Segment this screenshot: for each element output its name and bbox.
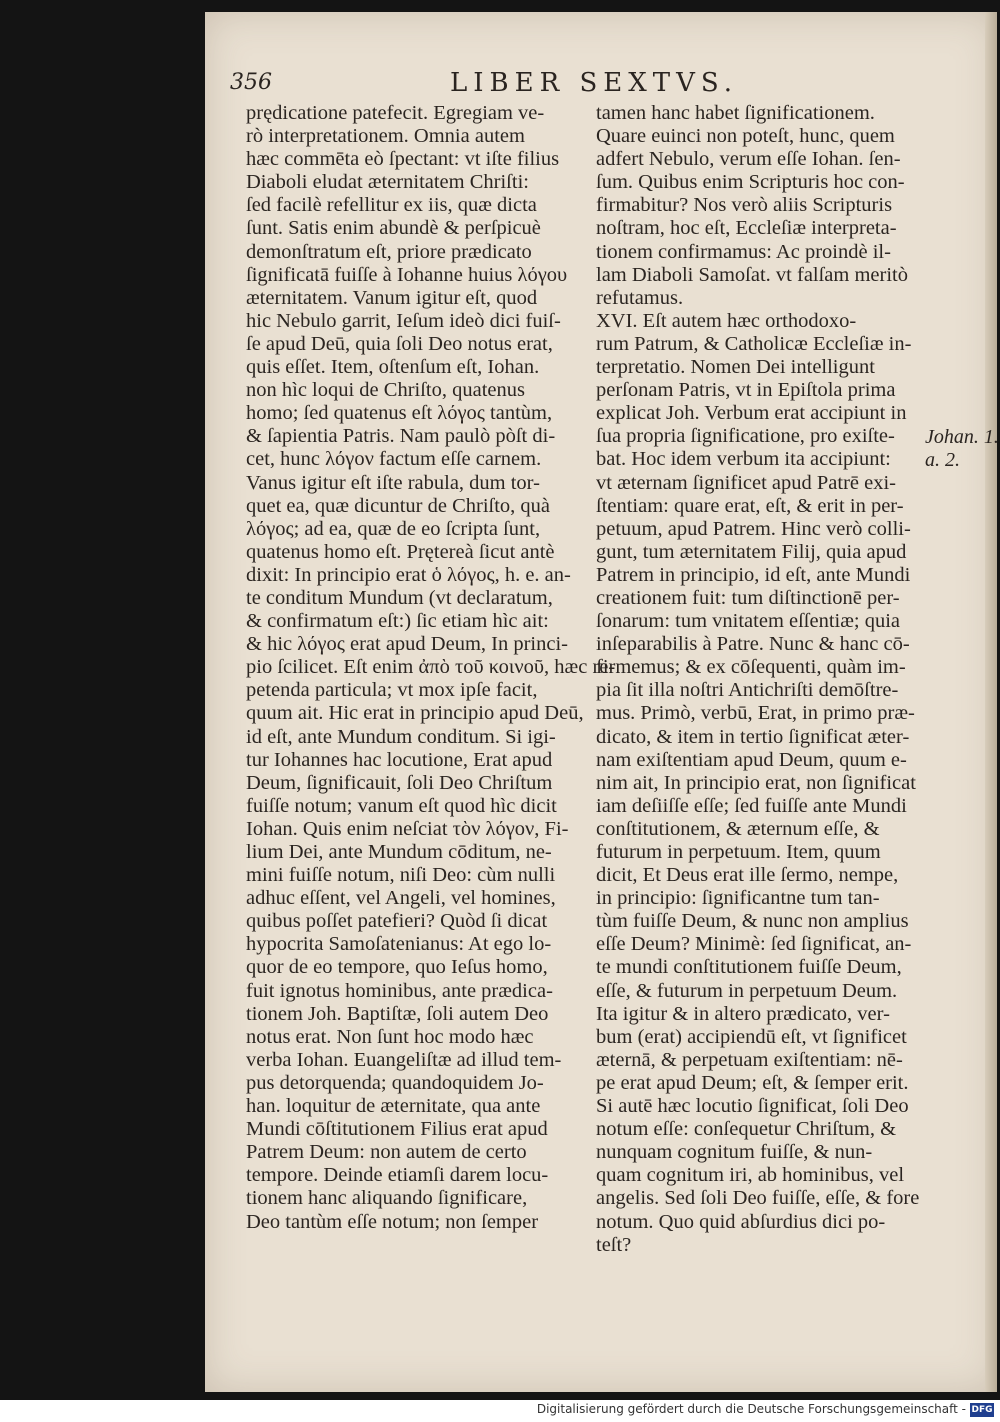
text-line: notus erat. Non ſunt hoc modo hæc	[246, 1025, 534, 1048]
text-line: noſtram, hoc eſt, Eccleſiæ interpreta-	[596, 217, 897, 240]
footer-bar	[0, 1400, 1000, 1422]
text-line: ſua propria ſignificatione, pro exiſte-	[596, 425, 895, 448]
text-line: Mundi cōſtitutionem Filius erat apud	[246, 1118, 548, 1141]
text-line: id eſt, ante Mundum conditum. Si igi-	[246, 725, 556, 748]
text-line: quis eſſet. Item, oſtenſum eſt, Iohan.	[246, 356, 540, 379]
text-line: a. 2.	[925, 449, 960, 472]
text-line: inſeparabilis à Patre. Nunc & hanc cō-	[596, 633, 910, 656]
text-line: mini fuiſſe notum, niſi Deo: cùm nulli	[246, 864, 556, 887]
text-line: & confirmatum eſt:) ſic etiam hìc ait:	[246, 610, 549, 633]
text-line: rò interpretationem. Omnia autem	[246, 125, 525, 148]
text-line: nam exiſtentiam apud Deum, quum e-	[596, 748, 907, 771]
text-line: dixit: In principio erat ὁ λόγος, h. e. an-	[246, 563, 571, 586]
text-line: tionem Joh. Baptiſtæ, ſoli autem Deo	[246, 1002, 549, 1025]
text-line: refutamus.	[596, 286, 684, 309]
text-line: prędicatione patefecit. Egregiam ve-	[246, 102, 545, 124]
text-line: notum eſſe: conſequetur Chriſtum, &	[596, 1118, 897, 1141]
text-line: Patrem in principio, id eſt, ante Mundi	[596, 563, 911, 586]
text-line: demonſtratum eſt, priore prædicato	[246, 240, 532, 263]
text-line: nim ait, In principio erat, non ſignificat	[596, 771, 916, 794]
footer-credit: Digitalisierung gefördert durch die Deutsche Forschungsgemeinschaft -	[536, 1402, 966, 1416]
text-line: lam Diaboli Samoſat. vt falſam meritò	[596, 263, 908, 286]
text-line: pia ſit illa noſtri Antichriſti demōſtre-	[596, 679, 899, 702]
text-line: æternitatem. Vanum igitur eſt, quod	[246, 286, 538, 309]
text-line: verba Iohan. Euangeliſtæ ad illud tem-	[246, 1048, 562, 1071]
text-line: Vanus igitur eſt iſte rabula, dum tor-	[246, 471, 540, 494]
text-line: & hic λόγος erat apud Deum, In princi-	[246, 633, 568, 656]
text-line: bat. Hoc idem verbum ita accipiunt:	[596, 448, 891, 471]
text-line: tùm fuiſſe Deum, & nunc non amplius	[596, 910, 909, 933]
text-line: teſt?	[596, 1233, 632, 1256]
text-line: angelis. Sed ſoli Deo fuiſſe, eſſe, & fore	[596, 1187, 920, 1210]
text-line: creationem fuit: tum diſtinctionē per-	[596, 586, 900, 609]
text-line: adfert Nebulo, verum eſſe Iohan. ſen-	[596, 148, 901, 171]
text-line: quum ait. Hic erat in principio apud Deū,	[246, 702, 584, 725]
text-line: firmabitur? Nos verò aliis Scripturis	[596, 194, 893, 217]
text-line: adhuc eſſent, vel Angeli, vel homines,	[246, 887, 556, 910]
text-line: mus. Primò, verbū, Erat, in primo præ-	[596, 702, 915, 725]
page-header	[230, 68, 739, 100]
text-line: quor de eo tempore, quo Ieſus homo,	[246, 956, 548, 979]
dfg-logo: DFG	[971, 1405, 993, 1415]
text-line: Diaboli eludat æternitatem Chriſti:	[246, 171, 529, 194]
text-line: perſonam Patris, vt in Epiſtola prima	[596, 379, 896, 402]
text-line: pe erat apud Deum; eſt, & ſemper erit.	[596, 1071, 909, 1094]
text-line: futurum in perpetuum. Item, quum	[596, 841, 881, 863]
text-line: Iohan. Quis enim neſciat τὸν λόγον, Fi-	[246, 817, 569, 840]
text-line: hæc commēta eò ſpectant: vt iſte filius	[246, 148, 560, 171]
text-line: petuum, apud Patrem. Hinc verò colli-	[596, 517, 911, 540]
text-line: ſed facilè refellitur ex iis, quæ dicta	[246, 194, 537, 217]
running-head: LIBER SEXTVS.	[450, 68, 739, 98]
text-line: quet ea, quæ dicuntur de Chriſto, quà	[246, 494, 551, 517]
text-line: bum (erat) accipiendū eſt, vt ſignificet	[596, 1025, 907, 1048]
text-line: conſtitutionem, & æternum eſſe, &	[596, 817, 880, 840]
text-line: han. loquitur de æternitate, qua ante	[246, 1095, 541, 1118]
left-text-column	[246, 102, 616, 1234]
text-line: rum Patrum, & Catholicæ Eccleſiæ in-	[596, 332, 912, 355]
text-line: Johan. 1.	[925, 426, 999, 448]
text-line: Quare euinci non poteſt, hunc, quem	[596, 125, 895, 148]
text-line: gunt, tum æternitatem Filij, quia apud	[596, 540, 907, 563]
text-line: cet, hunc λόγον factum eſſe carnem.	[246, 448, 542, 471]
text-line: lium Dei, ante Mundum cōditum, ne-	[246, 841, 552, 863]
text-line: æternā, & perpetuam exiſtentiam: nē-	[596, 1048, 903, 1071]
text-line: homo; ſed quatenus eſt λόγος tantùm,	[246, 402, 553, 425]
text-line: nunquam cognitum fuiſſe, & nun-	[596, 1141, 873, 1164]
text-line: quibus poſſet patefieri? Quòd ſi dicat	[246, 910, 548, 933]
text-line: non hìc loqui de Chriſto, quatenus	[246, 379, 525, 402]
text-line: dicit, Et Deus erat ille ſermo, nempe,	[596, 864, 899, 887]
text-line: Si autē hæc locutio ſignificat, ſoli Deo	[596, 1095, 909, 1118]
text-line: Ita igitur & in altero prædicato, ver-	[596, 1002, 890, 1025]
text-line: Patrem Deum: non autem de certo	[246, 1141, 527, 1164]
text-line: & ſapientia Patris. Nam paulò pòſt di-	[246, 425, 556, 448]
text-line: pus detorquenda; quandoquidem Jo-	[246, 1071, 544, 1094]
text-line: dicato, & item in tertio ſignificat æter-	[596, 725, 910, 748]
text-line: fuiſſe notum; vanum eſt quod hìc dicit	[246, 794, 557, 817]
text-line: vt æternam ſignificet apud Patrē exi-	[596, 471, 897, 494]
text-line: ſum. Quibus enim Scripturis hoc con-	[596, 171, 905, 194]
text-line: eſſe, & futurum in perpetuum Deum.	[596, 979, 898, 1002]
text-line: terpretatio. Nomen Dei intelligunt	[596, 356, 875, 379]
text-line: hic Nebulo garrit, Ieſum ideò dici fuiſ-	[246, 309, 561, 332]
text-line: ſunt. Satis enim abundè & perſpicuè	[246, 217, 541, 240]
text-line: te conditum Mundum (vt declaratum,	[246, 586, 553, 609]
text-line: tionem confirmamus: Ac proindè il-	[596, 240, 891, 263]
text-line: quam cognitum iri, ab hominibus, vel	[596, 1164, 905, 1187]
text-line: eſſe Deum? Minimè: ſed ſignificat, an-	[596, 933, 912, 956]
text-line: in principio: ſignificantne tum tan-	[596, 887, 880, 910]
text-line: tur Iohannes hac locutione, Erat apud	[246, 748, 553, 771]
text-line: ſignificatā fuiſſe à Iohanne huius λόγου	[246, 263, 568, 286]
text-line: petenda particula; vt mox ipſe facit,	[246, 679, 538, 702]
text-line: pio ſcilicet. Eſt enim ἀπὸ τοῦ κοινοῦ, hæc re-	[246, 656, 616, 679]
text-line: tempore. Deinde etiamſi darem locu-	[246, 1164, 549, 1187]
text-line: hypocrita Samoſatenianus: At ego lo-	[246, 933, 552, 956]
text-line: tionem hanc aliquando ſignificare,	[246, 1187, 528, 1210]
text-line: ſtentiam: quare erat, eſt, & erit in per-	[596, 494, 904, 517]
text-line: explicat Joh. Verbum erat accipiunt in	[596, 402, 907, 425]
text-line: ſonarum: tum vnitatem eſſentiæ; quia	[596, 610, 901, 633]
text-line: notum. Quo quid abſurdius dici po-	[596, 1210, 886, 1233]
text-line: quatenus homo eſt. Prętereà ſicut antè	[246, 540, 555, 563]
text-line: iam deſiiſſe eſſe; ſed fuiſſe ante Mundi	[596, 794, 907, 817]
text-line: fuit ignotus hominibus, ante prædica-	[246, 979, 553, 1002]
right-text-column	[596, 102, 928, 1257]
text-line: te mundi conſtitutionem fuiſſe Deum,	[596, 956, 902, 979]
page-number: 356	[230, 70, 272, 95]
text-line: λόγος; ad ea, quæ de eo ſcripta ſunt,	[246, 517, 541, 540]
text-line: tamen hanc habet ſignificationem.	[596, 102, 875, 124]
page-edge	[985, 12, 997, 1392]
marginal-reference	[925, 426, 999, 472]
text-line: XVI. Eſt autem hæc orthodoxo-	[596, 309, 857, 332]
text-line: firmemus; & ex cōſequenti, quàm im-	[596, 656, 906, 679]
text-line: Deo tantùm eſſe notum; non ſemper	[246, 1210, 539, 1233]
text-line: ſe apud Deū, quia ſoli Deo notus erat,	[246, 332, 553, 355]
text-line: Deum, ſignificauit, ſoli Deo Chriſtum	[246, 771, 553, 794]
